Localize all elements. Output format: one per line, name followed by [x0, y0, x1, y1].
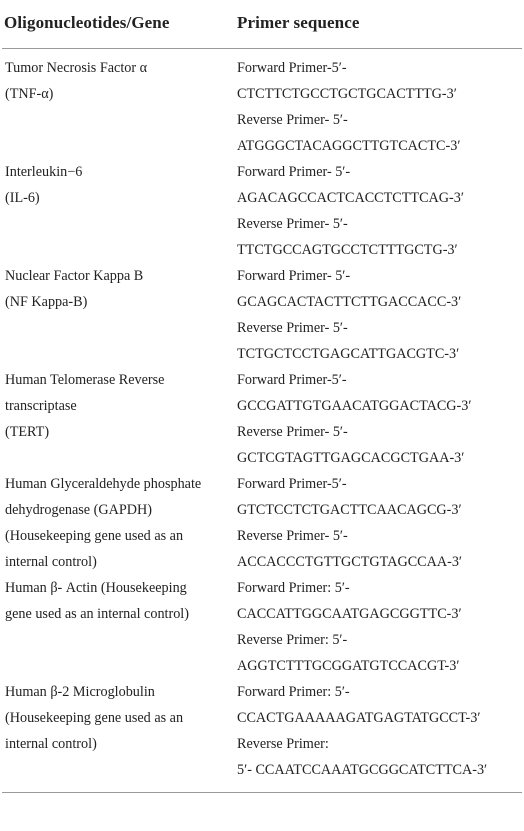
primer-label: Forward Primer- 5′-	[237, 268, 351, 284]
header-oligonucleotides-gene: Oligonucleotides/Gene	[2, 0, 231, 49]
gene-line: (Housekeeping gene used as an	[5, 528, 184, 544]
gene-line: Human β- Actin (Housekeeping	[5, 580, 187, 596]
gene-line: Nuclear Factor Kappa B	[5, 268, 144, 284]
primer-sequence: GTCTCCTCTGACTTCAACAGCG-3′	[237, 502, 462, 518]
primer-label: Reverse Primer:	[237, 736, 329, 752]
gene-line: transcriptase	[5, 398, 77, 414]
primer-table	[2, 0, 522, 793]
gene-line: (TERT)	[5, 424, 50, 440]
primer-label: Forward Primer: 5′-	[237, 684, 350, 700]
gene-line: Human β-2 Microglobulin	[5, 684, 155, 700]
gene-line: Interleukin−6	[5, 164, 83, 180]
primer-label: Forward Primer-5′-	[237, 60, 347, 76]
gene-line: internal control)	[5, 736, 97, 752]
primer-sequence: TCTGCTCCTGAGCATTGACGTC-3′	[237, 346, 460, 362]
primer-label: Forward Primer-5′-	[237, 372, 347, 388]
table-row	[2, 575, 522, 679]
primer-label: Forward Primer-5′-	[237, 476, 347, 492]
sequence-cell	[231, 49, 522, 160]
gene-line: Human Telomerase Reverse	[5, 372, 165, 388]
gene-cell	[2, 471, 231, 575]
sequence-cell	[231, 367, 522, 471]
primer-label: Reverse Primer: 5′-	[237, 632, 348, 648]
primer-sequence: GCAGCACTACTTCTTGACCACC-3′	[237, 294, 462, 310]
table-row	[2, 679, 522, 793]
primer-sequence: ATGGGCTACAGGCTTGTCACTC-3′	[237, 138, 461, 154]
sequence-cell	[231, 471, 522, 575]
gene-cell	[2, 263, 231, 367]
primer-sequence: ACCACCCTGTTGCTGTAGCCAA-3′	[237, 554, 463, 570]
primer-label: Reverse Primer- 5′-	[237, 216, 348, 232]
gene-cell	[2, 49, 231, 160]
primer-sequence: CTCTTCTGCCTGCTGCACTTTG-3′	[237, 86, 457, 102]
sequence-cell	[231, 159, 522, 263]
gene-line: (Housekeeping gene used as an	[5, 710, 184, 726]
sequence-cell	[231, 679, 522, 793]
gene-line: (NF Kappa-B)	[5, 294, 88, 310]
gene-line: Tumor Necrosis Factor α	[5, 60, 148, 76]
primer-sequence: CCACTGAAAAAGATGAGTATGCCT-3′	[237, 710, 481, 726]
gene-line: (IL-6)	[5, 190, 40, 206]
primer-sequence: GCTCGTAGTTGAGCACGCTGAA-3′	[237, 450, 465, 466]
primer-label: Reverse Primer- 5′-	[237, 320, 348, 336]
header-primer-sequence: Primer sequence	[231, 0, 522, 49]
table-row	[2, 471, 522, 575]
table-row	[2, 159, 522, 263]
primer-label: Forward Primer: 5′-	[237, 580, 350, 596]
primer-label: Reverse Primer- 5′-	[237, 424, 348, 440]
primer-label: Reverse Primer- 5′-	[237, 112, 348, 128]
gene-line: internal control)	[5, 554, 97, 570]
table-row	[2, 49, 522, 160]
table-row	[2, 263, 522, 367]
sequence-cell	[231, 263, 522, 367]
sequence-cell	[231, 575, 522, 679]
gene-line: Human Glyceraldehyde phosphate	[5, 476, 202, 492]
primer-sequence: GCCGATTGTGAACATGGACTACG-3′	[237, 398, 472, 414]
gene-cell	[2, 367, 231, 471]
primer-sequence: AGGTCTTTGCGGATGTCCACGT-3′	[237, 658, 460, 674]
table-row	[2, 367, 522, 471]
primer-label: Reverse Primer- 5′-	[237, 528, 348, 544]
gene-line: dehydrogenase (GAPDH)	[5, 502, 152, 518]
primer-sequence: CACCATTGGCAATGAGCGGTTC-3′	[237, 606, 462, 622]
primer-sequence: TTCTGCCAGTGCCTCTTTGCTG-3′	[237, 242, 458, 258]
primer-sequence: 5′- CCAATCCAAATGCGGCATCTTCA-3′	[237, 762, 488, 778]
table-header-row	[2, 0, 522, 49]
primer-label: Forward Primer- 5′-	[237, 164, 351, 180]
gene-cell	[2, 679, 231, 793]
gene-cell	[2, 575, 231, 679]
gene-line: (TNF-α)	[5, 86, 54, 102]
gene-line: gene used as an internal control)	[5, 606, 189, 622]
gene-cell	[2, 159, 231, 263]
primer-sequence: AGACAGCCACTCACCTCTTCAG-3′	[237, 190, 464, 206]
